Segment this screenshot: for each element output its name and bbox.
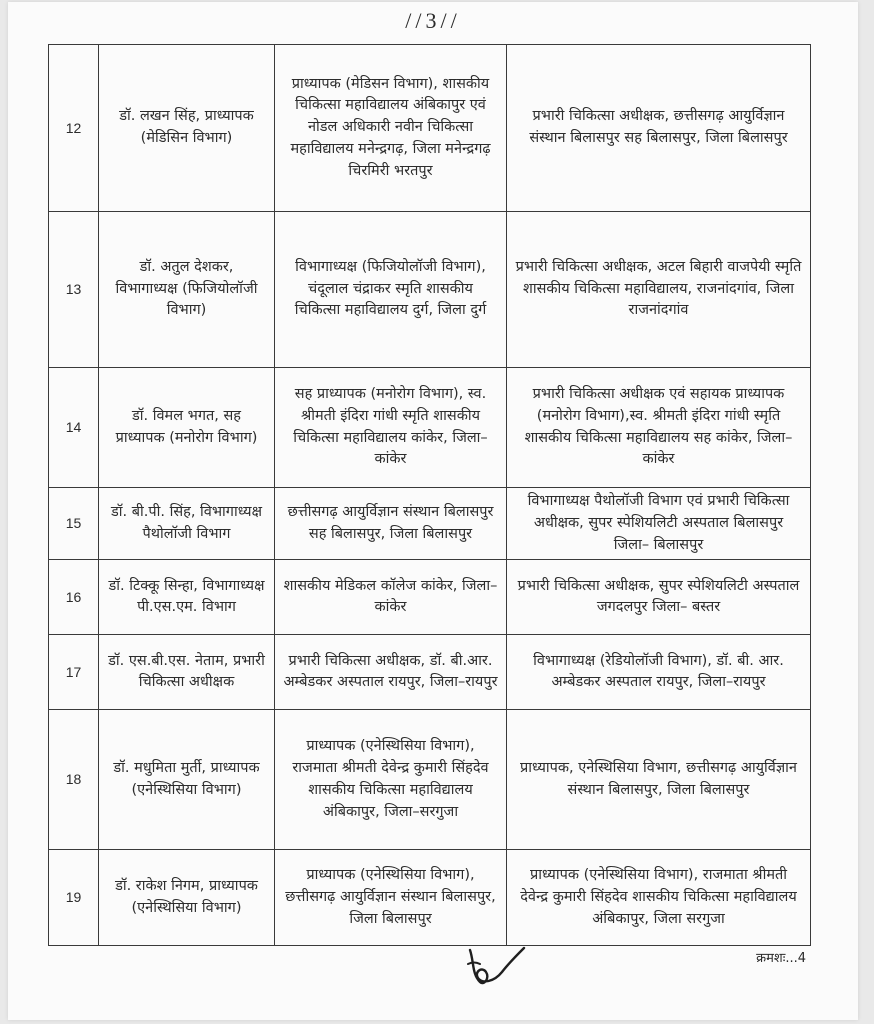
table-row [49, 45, 811, 212]
current-posting-cell: प्रभारी चिकित्सा अधीक्षक, डॉ. बी.आर. अम्बेडकर अस्पताल रायपुर, जिला–रायपुर [275, 635, 507, 710]
table-row [49, 488, 811, 560]
serial-number: 16 [49, 560, 99, 635]
officer-name-cell: डॉ. मधुमिता मुर्ती, प्राध्यापक (एनेस्थिसिया विभाग) [99, 710, 275, 850]
table-row [49, 368, 811, 488]
new-posting-cell: विभागाध्यक्ष पैथोलॉजी विभाग एवं प्रभारी चिकित्सा अधीक्षक, सुपर स्पेशियलिटी अस्पताल बिलासपुर जिला– बिलासपुर [507, 488, 811, 560]
new-posting-cell: प्रभारी चिकित्सा अधीक्षक, अटल बिहारी वाजपेयी स्मृति शासकीय चिकित्सा महाविद्यालय, राजनांदगांव, जिला राजनांदगांव [507, 212, 811, 368]
new-posting-cell: प्रभारी चिकित्सा अधीक्षक, छत्तीसगढ़ आयुर्विज्ञान संस्थान बिलासपुर सह बिलासपुर, जिला बिलासपुर [507, 45, 811, 212]
serial-number: 15 [49, 488, 99, 560]
serial-number: 12 [49, 45, 99, 212]
serial-number: 13 [49, 212, 99, 368]
current-posting-cell: सह प्राध्यापक (मनोरोग विभाग), स्व. श्रीमती इंदिरा गांधी स्मृति शासकीय चिकित्सा महाविद्यालय कांकेर, जिला–कांकेर [275, 368, 507, 488]
current-posting-cell: प्राध्यापक (एनेस्थिसिया विभाग), राजमाता श्रीमती देवेन्द्र कुमारी सिंहदेव शासकीय चिकित्सा महाविद्यालय अंबिकापुर, जिला–सरगुजा [275, 710, 507, 850]
serial-number: 18 [49, 710, 99, 850]
table-row [49, 710, 811, 850]
current-posting-cell: विभागाध्यक्ष (फिजियोलॉजी विभाग), चंदूलाल चंद्राकर स्मृति शासकीय चिकित्सा महाविद्यालय दुर्ग, जिला दुर्ग [275, 212, 507, 368]
table-row [49, 212, 811, 368]
serial-number: 14 [49, 368, 99, 488]
current-posting-cell: प्राध्यापक (एनेस्थिसिया विभाग), छत्तीसगढ़ आयुर्विज्ञान संस्थान बिलासपुर, जिला बिलासपुर [275, 850, 507, 946]
officer-name-cell: डॉ. एस.बी.एस. नेताम, प्रभारी चिकित्सा अधीक्षक [99, 635, 275, 710]
officer-name-cell: डॉ. टिक्कू सिन्हा, विभागाध्यक्ष पी.एस.एम. विभाग [99, 560, 275, 635]
current-posting-cell: छत्तीसगढ़ आयुर्विज्ञान संस्थान बिलासपुर सह बिलासपुर, जिला बिलासपुर [275, 488, 507, 560]
transfer-orders-table [48, 44, 811, 946]
signature-icon [460, 942, 530, 988]
serial-number: 19 [49, 850, 99, 946]
current-posting-cell: प्राध्यापक (मेडिसन विभाग), शासकीय चिकित्सा महाविद्यालय अंबिकापुर एवं नोडल अधिकारी नवीन चिकित्सा महाविद्यालय मनेन्द्रगढ़, जिला मनेन्द्रगढ़ चिरमिरी भरतपुर [275, 45, 507, 212]
new-posting-cell: प्रभारी चिकित्सा अधीक्षक, सुपर स्पेशियलिटी अस्पताल जगदलपुर जिला– बस्तर [507, 560, 811, 635]
serial-number: 17 [49, 635, 99, 710]
officer-name-cell: डॉ. राकेश निगम, प्राध्यापक (एनेस्थिसिया विभाग) [99, 850, 275, 946]
new-posting-cell: प्राध्यापक, एनेस्थिसिया विभाग, छत्तीसगढ़ आयुर्विज्ञान संस्थान बिलासपुर, जिला बिलासपुर [507, 710, 811, 850]
page-number: //3// [405, 8, 461, 33]
officer-name-cell: डॉ. बी.पी. सिंह, विभागाध्यक्ष पैथोलॉजी विभाग [99, 488, 275, 560]
continued-marker: क्रमशः...4 [756, 951, 806, 966]
document-page [8, 2, 858, 1020]
officer-name-cell: डॉ. अतुल देशकर, विभागाध्यक्ष (फिजियोलॉजी विभाग) [99, 212, 275, 368]
table-row [49, 635, 811, 710]
new-posting-cell: प्राध्यापक (एनेस्थिसिया विभाग), राजमाता श्रीमती देवेन्द्र कुमारी सिंहदेव शासकीय चिकित्सा महाविद्यालय अंबिकापुर, जिला सरगुजा [507, 850, 811, 946]
officer-name-cell: डॉ. विमल भगत, सह प्राध्यापक (मनोरोग विभाग) [99, 368, 275, 488]
current-posting-cell: शासकीय मेडिकल कॉलेज कांकेर, जिला–कांकेर [275, 560, 507, 635]
new-posting-cell: विभागाध्यक्ष (रेडियोलॉजी विभाग), डॉ. बी. आर. अम्बेडकर अस्पताल रायपुर, जिला–रायपुर [507, 635, 811, 710]
officer-name-cell: डॉ. लखन सिंह, प्राध्यापक (मेडिसिन विभाग) [99, 45, 275, 212]
table-row [49, 850, 811, 946]
table-row [49, 560, 811, 635]
new-posting-cell: प्रभारी चिकित्सा अधीक्षक एवं सहायक प्राध्यापक (मनोरोग विभाग),स्व. श्रीमती इंदिरा गांधी स्मृति शासकीय चिकित्सा महाविद्यालय सह कांकेर, जिला–कांकेर [507, 368, 811, 488]
